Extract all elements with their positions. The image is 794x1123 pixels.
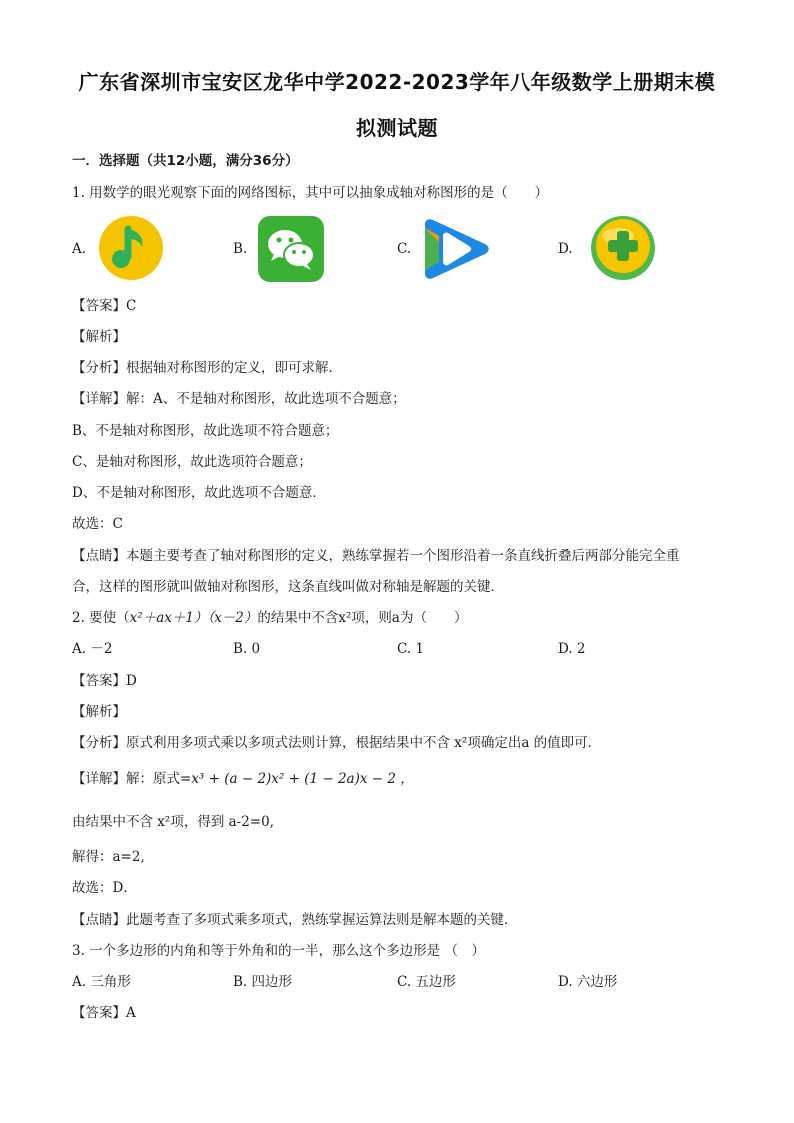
q2-step-2: 解得：a=2, (72, 849, 145, 865)
q2-detail-prefix: 解：原式= (126, 771, 192, 787)
document-title-line1: 广东省深圳市宝安区龙华中学2022-2023学年八年级数学上册期末模 (78, 70, 716, 94)
q3-option-c: C. 五边形 (397, 974, 456, 990)
q2-comment-line (72, 911, 518, 929)
q2-stem-suffix: 的结果中不含x²项，则a为（ ） (257, 610, 468, 626)
comment-label: 【点睛】 (72, 912, 126, 928)
q3-option-b: B. 四边形 (233, 974, 293, 990)
q2-stem (72, 609, 467, 627)
q1-detail-text-1: 解：A、不是轴对称图形，故此选项不合题意； (126, 391, 406, 407)
q1-detail-line-1 (72, 390, 406, 408)
q1-option-d-label: D. (558, 241, 573, 257)
q1-option-b-label: B. (233, 241, 248, 257)
q3-option-a: A. 三角形 (72, 974, 131, 990)
q3-stem: 3. 一个多边形的内角和等于外角和的一半，那么这个多边形是 （ ） (72, 943, 485, 959)
q1-detail-line-4: D、不是轴对称图形，故此选项不合题意． (72, 485, 326, 501)
comment-label: 【点睛】 (72, 548, 126, 564)
q1-fenxi-line (72, 359, 342, 377)
q3-option-d: D. 六边形 (558, 974, 618, 990)
q1-comment-text-1: 本题主要考查了轴对称图形的定义，熟练掌握若一个图形沿着一条直线折叠后两部分能完全重 (126, 548, 680, 564)
q1-fenxi-text: 根据轴对称图形的定义，即可求解． (126, 360, 342, 376)
section-heading: 一．选择题（共12小题，满分36分） (72, 153, 299, 169)
q1-choice: 故选：C (72, 516, 123, 532)
q1-detail-line-2: B、不是轴对称图形，故此选项不符合题意； (72, 423, 339, 439)
qq-music-icon (98, 215, 164, 281)
tencent-video-icon (421, 218, 491, 280)
q1-detail-line-3: C、是轴对称图形，故此选项符合题意； (72, 454, 312, 470)
detail-label: 【详解】 (72, 771, 126, 787)
q2-stem-expression: x²＋ax＋1）（x－2） (129, 610, 258, 626)
q1-option-c-label: C. (397, 241, 412, 257)
q2-option-b: B. 0 (233, 641, 261, 657)
360-security-icon (588, 214, 658, 282)
q2-answer-line (72, 672, 137, 690)
q1-option-a-label: A. (72, 241, 87, 257)
fenxi-label: 【分析】 (72, 360, 126, 376)
q1-answer-line (72, 297, 136, 315)
q3-answer-value: A (126, 1005, 136, 1021)
detail-label: 【详解】 (72, 391, 126, 407)
q1-stem: 1. 用数学的眼光观察下面的网络图标，其中可以抽象成轴对称图形的是（ ） (72, 185, 549, 201)
answer-label: 【答案】 (72, 673, 126, 689)
q2-step-1: 由结果中不含 x²项，得到 a-2=0, (72, 814, 274, 830)
q2-choice: 故选：D． (72, 880, 137, 896)
answer-label: 【答案】 (72, 1005, 126, 1021)
q2-option-a: A. －2 (72, 641, 113, 657)
q1-answer-value: C (126, 298, 137, 314)
q1-comment-line-1 (72, 547, 680, 565)
q2-stem-prefix: 2. 要使（ (72, 610, 130, 626)
q2-detail-expression: x³ + (a − 2)x² + (1 − 2a)x − 2 ， (191, 771, 414, 787)
document-title-line2: 拟测试题 (356, 116, 438, 140)
q1-analysis-label: 【解析】 (72, 329, 126, 345)
q2-option-d: D. 2 (558, 641, 586, 657)
q2-option-c: C. 1 (397, 641, 425, 657)
answer-label: 【答案】 (72, 298, 126, 314)
fenxi-label: 【分析】 (72, 735, 126, 751)
wechat-icon (258, 216, 324, 282)
q2-detail-line (72, 770, 414, 788)
q2-fenxi-line (72, 734, 601, 752)
q1-comment-line-2: 合，这样的图形就叫做轴对称图形，这条直线叫做对称轴是解题的关键． (72, 579, 504, 595)
q3-answer-line (72, 1004, 136, 1022)
q2-fenxi-text: 原式利用多项式乘以多项式法则计算，根据结果中不含 x²项确定出a 的值即可． (126, 735, 602, 751)
q2-analysis-label: 【解析】 (72, 704, 126, 720)
q2-answer-value: D (126, 673, 137, 689)
q2-comment-text: 此题考查了多项式乘多项式，熟练掌握运算法则是解本题的关键． (126, 912, 518, 928)
